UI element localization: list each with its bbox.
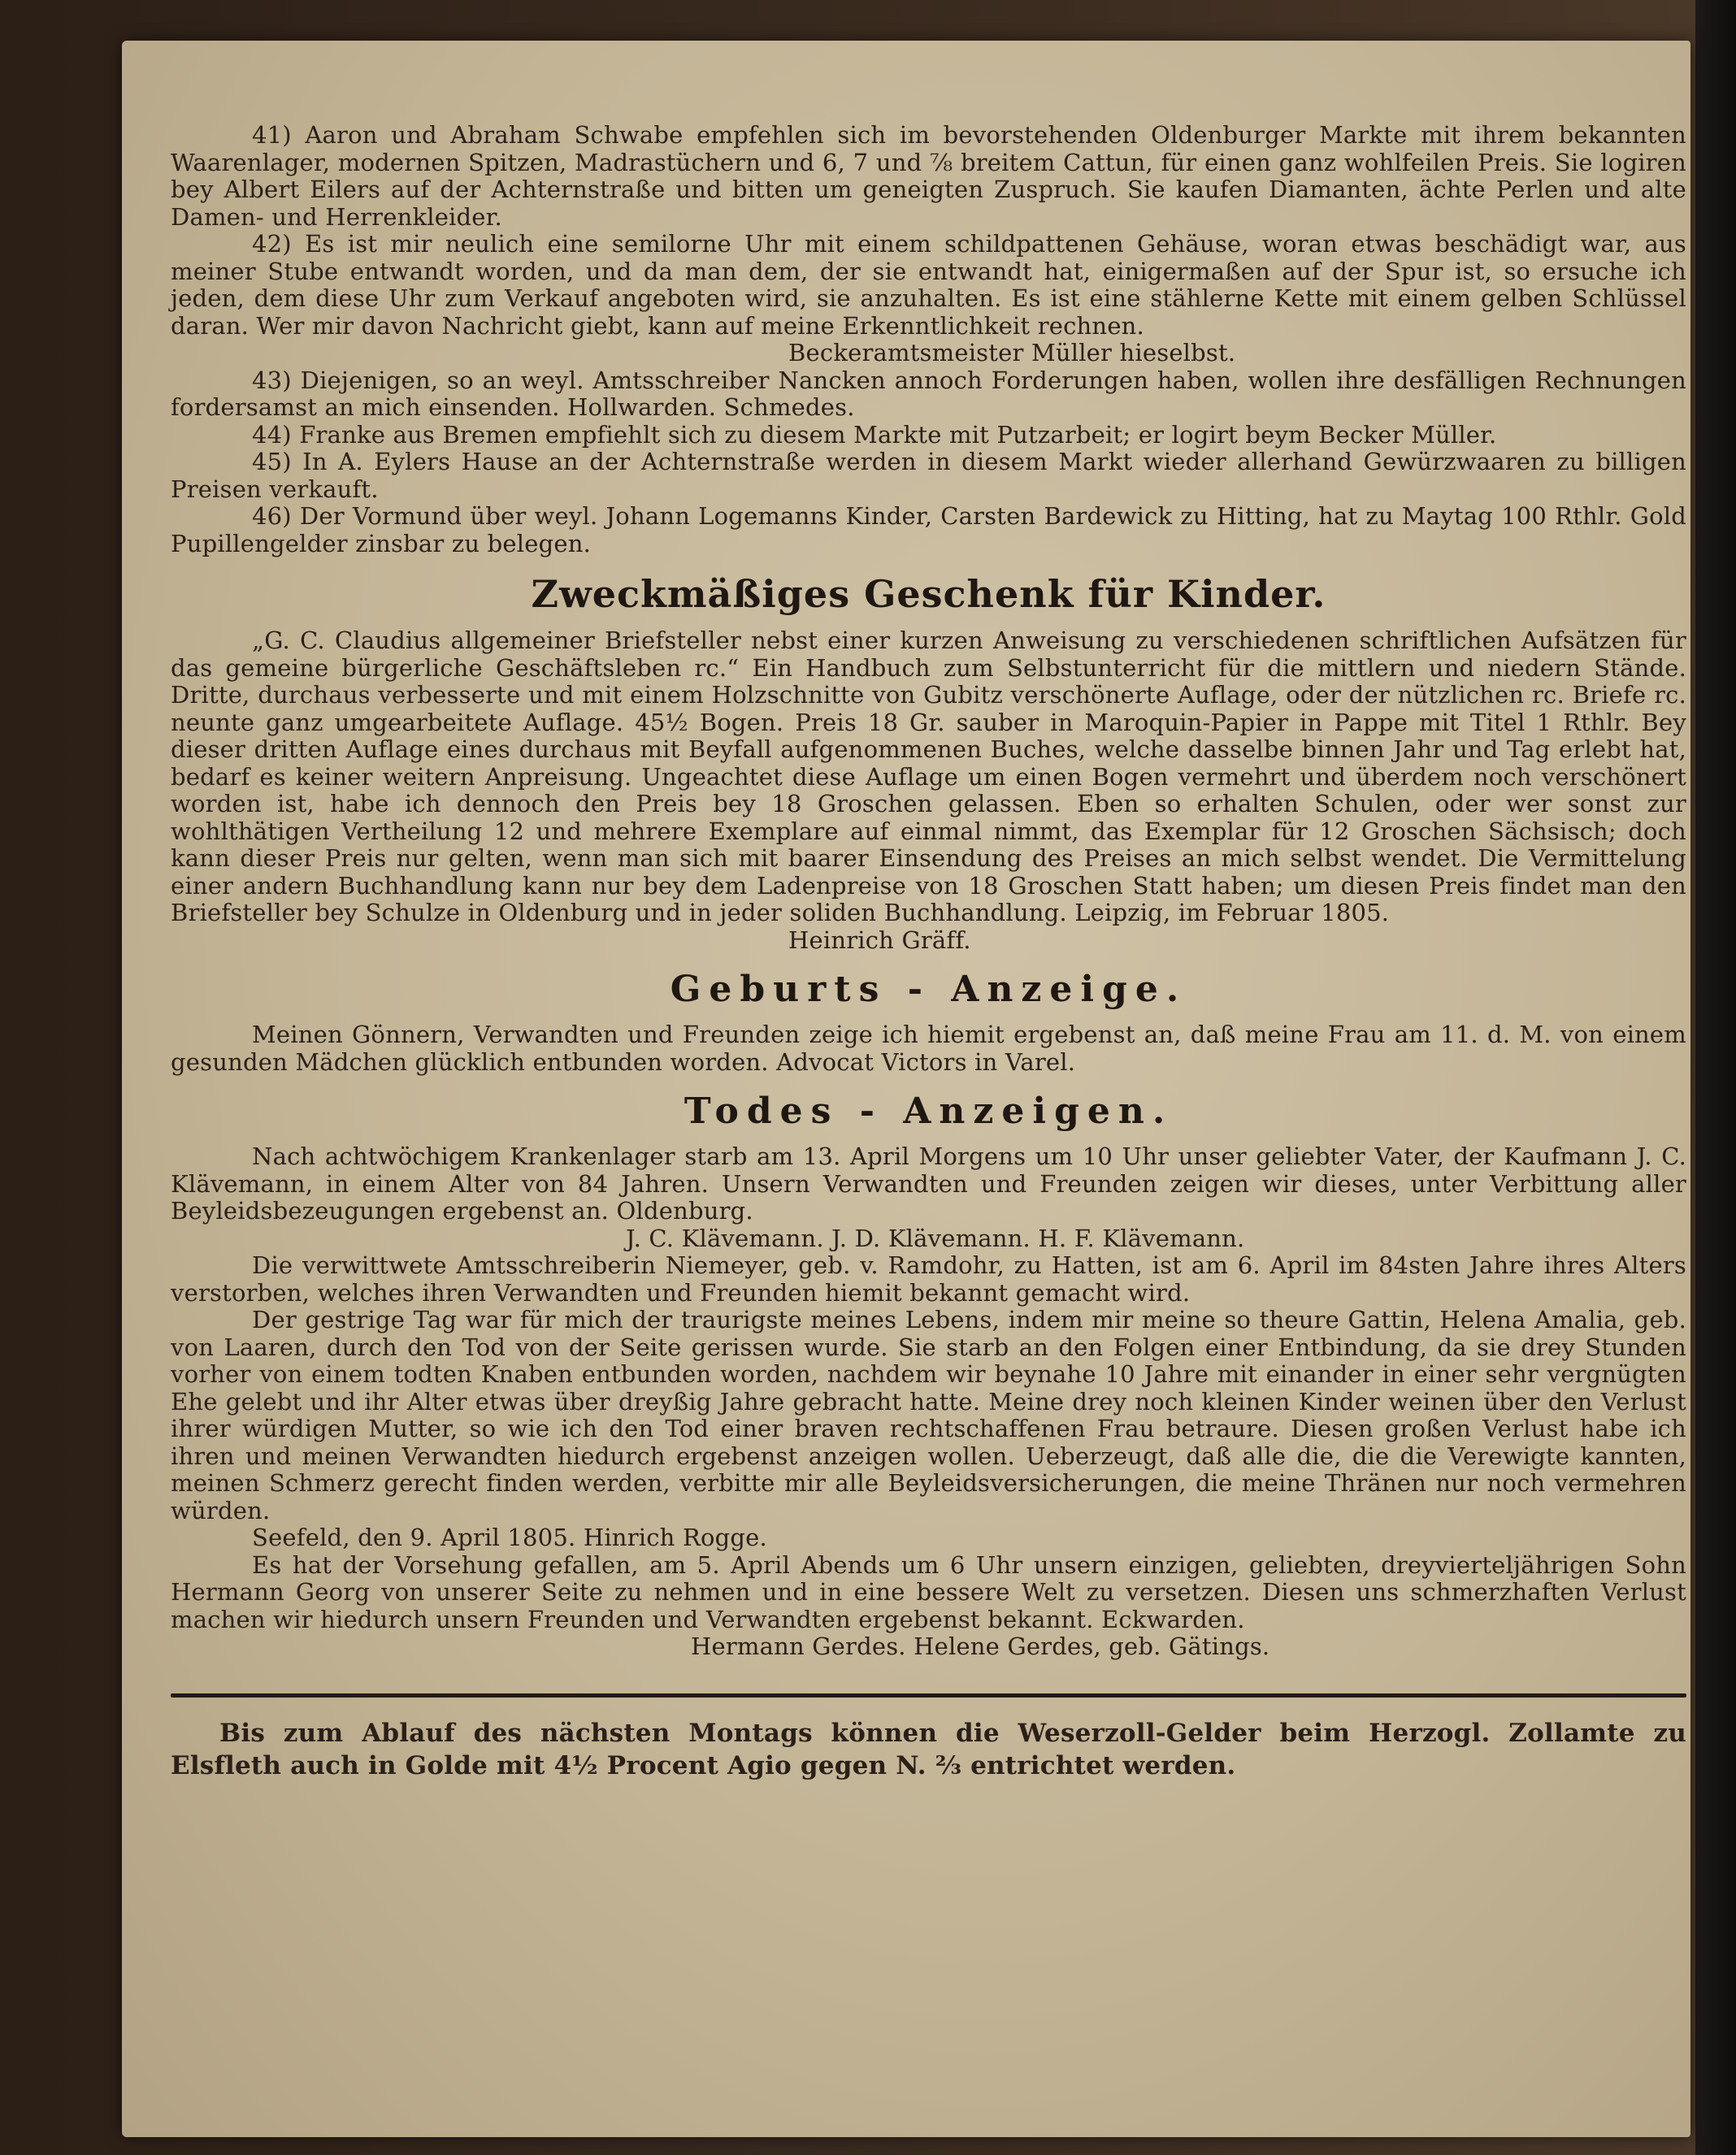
- scan-edge: [1695, 0, 1736, 2155]
- divider-rule: [171, 1693, 1686, 1698]
- death-notice-3: Der gestrige Tag war für mich der traurigste meines Lebens, indem mir meine so theure Gattin, Helena Amalia, geb. von Laaren, durch den Tod von der Seite gerissen wurde. Sie starb an den Folgen einer Entbindung, da sie drey Stunden vorher von einem todten Knaben entbunden worden, nachdem wir beynahe 10 Jahre mit einander in einer sehr vergnügten Ehe gelebt und ihr Alter etwas über dreyßig Jahre gebracht hatte. Meine drey noch kleinen Kinder weinen über den Verlust ihrer würdigen Mutter, so wie ich den Tod einer braven rechtschaffenen Frau betraure. Diesen großen Verlust habe ich ihren und meinen Verwandten hiedurch ergebenst anzeigen wollen. Ueberzeugt, daß alle die, die die Verewigte kannten, meinen Schmerz gerecht finden werden, verbitte mir alle Beyleidsversicherungen, die meine Thränen nur noch vermehren würden.: [171, 1306, 1686, 1524]
- gift-text: „G. C. Claudius allgemeiner Briefsteller nebst einer kurzen Anweisung zu verschiedenen schriftlichen Aufsätzen für das gemeine bürgerliche Geschäftsleben rc.“ Ein Handbuch zum Selbstunterricht für die mittlern und niedern Stände. Dritte, durchaus verbesserte und mit einem Holzschnitte von Gubitz verschönerte Auflage, oder der nützlichen rc. Briefe rc. neunte ganz umgearbeitete Auflage. 45½ Bogen. Preis 18 Gr. sauber in Maroquin-Papier in Pappe mit Titel 1 Rthlr. Bey dieser dritten Auflage eines durchaus mit Beyfall aufgenommenen Buches, welche dasselbe binnen Jahr und Tag erlebt hat, bedarf es keiner weitern Anpreisung. Ungeachtet diese Auflage um einen Bogen vermehrt und überdem noch verschönert worden ist, habe ich dennoch den Preis bey 18 Groschen gelassen. Eben so erhalten Schulen, oder wer sonst zur wohlthätigen Vertheilung 12 und mehrere Exemplare auf einmal nimmt, das Exemplar für 12 Groschen Sächsisch; doch kann dieser Preis nur gelten, wenn man sich mit baarer Einsendung des Preises an mich selbst wendet. Die Vermittelung einer andern Buchhandlung kann nur bey dem Ladenpreise von 18 Groschen Statt haben; um diesen Preis findet man den Briefsteller bey Schulze in Oldenburg und in jeder soliden Buchhandlung. Leipzig, im Februar 1805.: [171, 627, 1686, 926]
- death-notice-4: Es hat der Vorsehung gefallen, am 5. April Abends um 6 Uhr unsern einzigen, geliebten, dreyvierteljährigen Sohn Hermann Georg von unserer Seite zu nehmen und in eine bessere Welt zu versetzen. Diesen uns schmerzhaften Verlust machen wir hiedurch unsern Freunden und Verwandten ergebenst bekannt. Eckwarden.: [171, 1550, 1686, 1633]
- birth-text: Meinen Gönnern, Verwandten und Freunden zeige ich hiemit ergebenst an, daß meine Frau am 11. d. M. von einem gesunden Mädchen glücklich entbunden worden. Advocat Victors in Varel.: [171, 1021, 1686, 1076]
- notice-42-signature: Beckeramtsmeister Müller hieselbst.: [788, 339, 1236, 366]
- notice-41: 41) Aaron und Abraham Schwabe empfehlen sich im bevorstehenden Oldenburger Markte mit ihrem bekannten Waarenlager, modernen Spitzen, Madrastüchern und 6, 7 und ⅞ breitem Cattun, für einen ganz wohlfeilen Preis. Sie logiren bey Albert Eilers auf der Achternstraße und bitten um geneigten Zuspruch. Sie kaufen Diamanten, ächte Perlen und alte Damen- und Herrenkleider.: [171, 121, 1686, 231]
- gift-signature: Heinrich Gräff.: [788, 926, 971, 954]
- death-notice-1-signature: J. C. Klävemann. J. D. Klävemann. H. F. Klävemann.: [626, 1224, 1245, 1252]
- notice-42: 42) Es ist mir neulich eine semilorne Uhr mit einem schildpattenen Gehäuse, woran etwas beschädigt war, aus meiner Stube entwandt worden, und da man dem, der sie entwandt hat, einigermaßen auf der Spur ist, so ersuche ich jeden, dem diese Uhr zum Verkauf angeboten wird, sie anzuhalten. Es ist eine stählerne Kette mit einem gelben Schlüssel daran. Wer mir davon Nachricht giebt, kann auf meine Erkenntlichkeit rechnen.: [171, 230, 1686, 340]
- death-notice-4-signature: Hermann Gerdes. Helene Gerdes, geb. Gätings.: [691, 1633, 1270, 1660]
- death-heading: Todes - Anzeigen.: [684, 1091, 1174, 1132]
- page-content: [171, 122, 1686, 1991]
- notice-45: 45) In A. Eylers Hause an der Achternstraße werden in diesem Markt wieder allerhand Gewürzwaaren zu billigen Preisen verkauft.: [171, 448, 1686, 503]
- notice-44: 44) Franke aus Bremen empfiehlt sich zu diesem Markte mit Putzarbeit; er logirt beym Becker Müller.: [252, 420, 1497, 449]
- death-notice-3-signature: Seefeld, den 9. April 1805. Hinrich Rogge.: [252, 1524, 767, 1551]
- notice-46: 46) Der Vormund über weyl. Johann Logemanns Kinder, Carsten Bardewick zu Hitting, hat zu Maytag 100 Rthlr. Gold Pupillengelder zinsbar zu belegen.: [171, 502, 1686, 557]
- footer-notice: Bis zum Ablauf des nächsten Montags können die Weserzoll-Gelder beim Herzogl. Zollamte zu Elsfleth auch in Golde mit 4½ Procent Agio gegen N. ⅔ entrichtet werden.: [171, 1718, 1686, 1780]
- death-notice-1: Nach achtwöchigem Krankenlager starb am 13. April Morgens um 10 Uhr unser geliebter Vater, der Kaufmann J. C. Klävemann, in einem Alter von 84 Jahren. Unsern Verwandten und Freunden zeigen wir dieses, unter Verbittung aller Beyleidsbezeugungen ergebenst an. Oldenburg.: [171, 1143, 1686, 1225]
- birth-heading: Geburts - Anzeige.: [670, 969, 1187, 1010]
- notice-43: 43) Diejenigen, so an weyl. Amtsschreiber Nancken annoch Forderungen haben, wollen ihre desfälligen Rechnungen fordersamst an mich einsenden. Hollwarden. Schmedes.: [171, 366, 1686, 421]
- death-notice-2: Die verwittwete Amtsschreiberin Niemeyer, geb. v. Ramdohr, zu Hatten, ist am 6. April im 84sten Jahre ihres Alters verstorben, welches ihren Verwandten und Freunden hiemit bekannt gemacht wird.: [171, 1251, 1686, 1307]
- gift-heading: Zweckmäßiges Geschenk für Kinder.: [531, 572, 1326, 616]
